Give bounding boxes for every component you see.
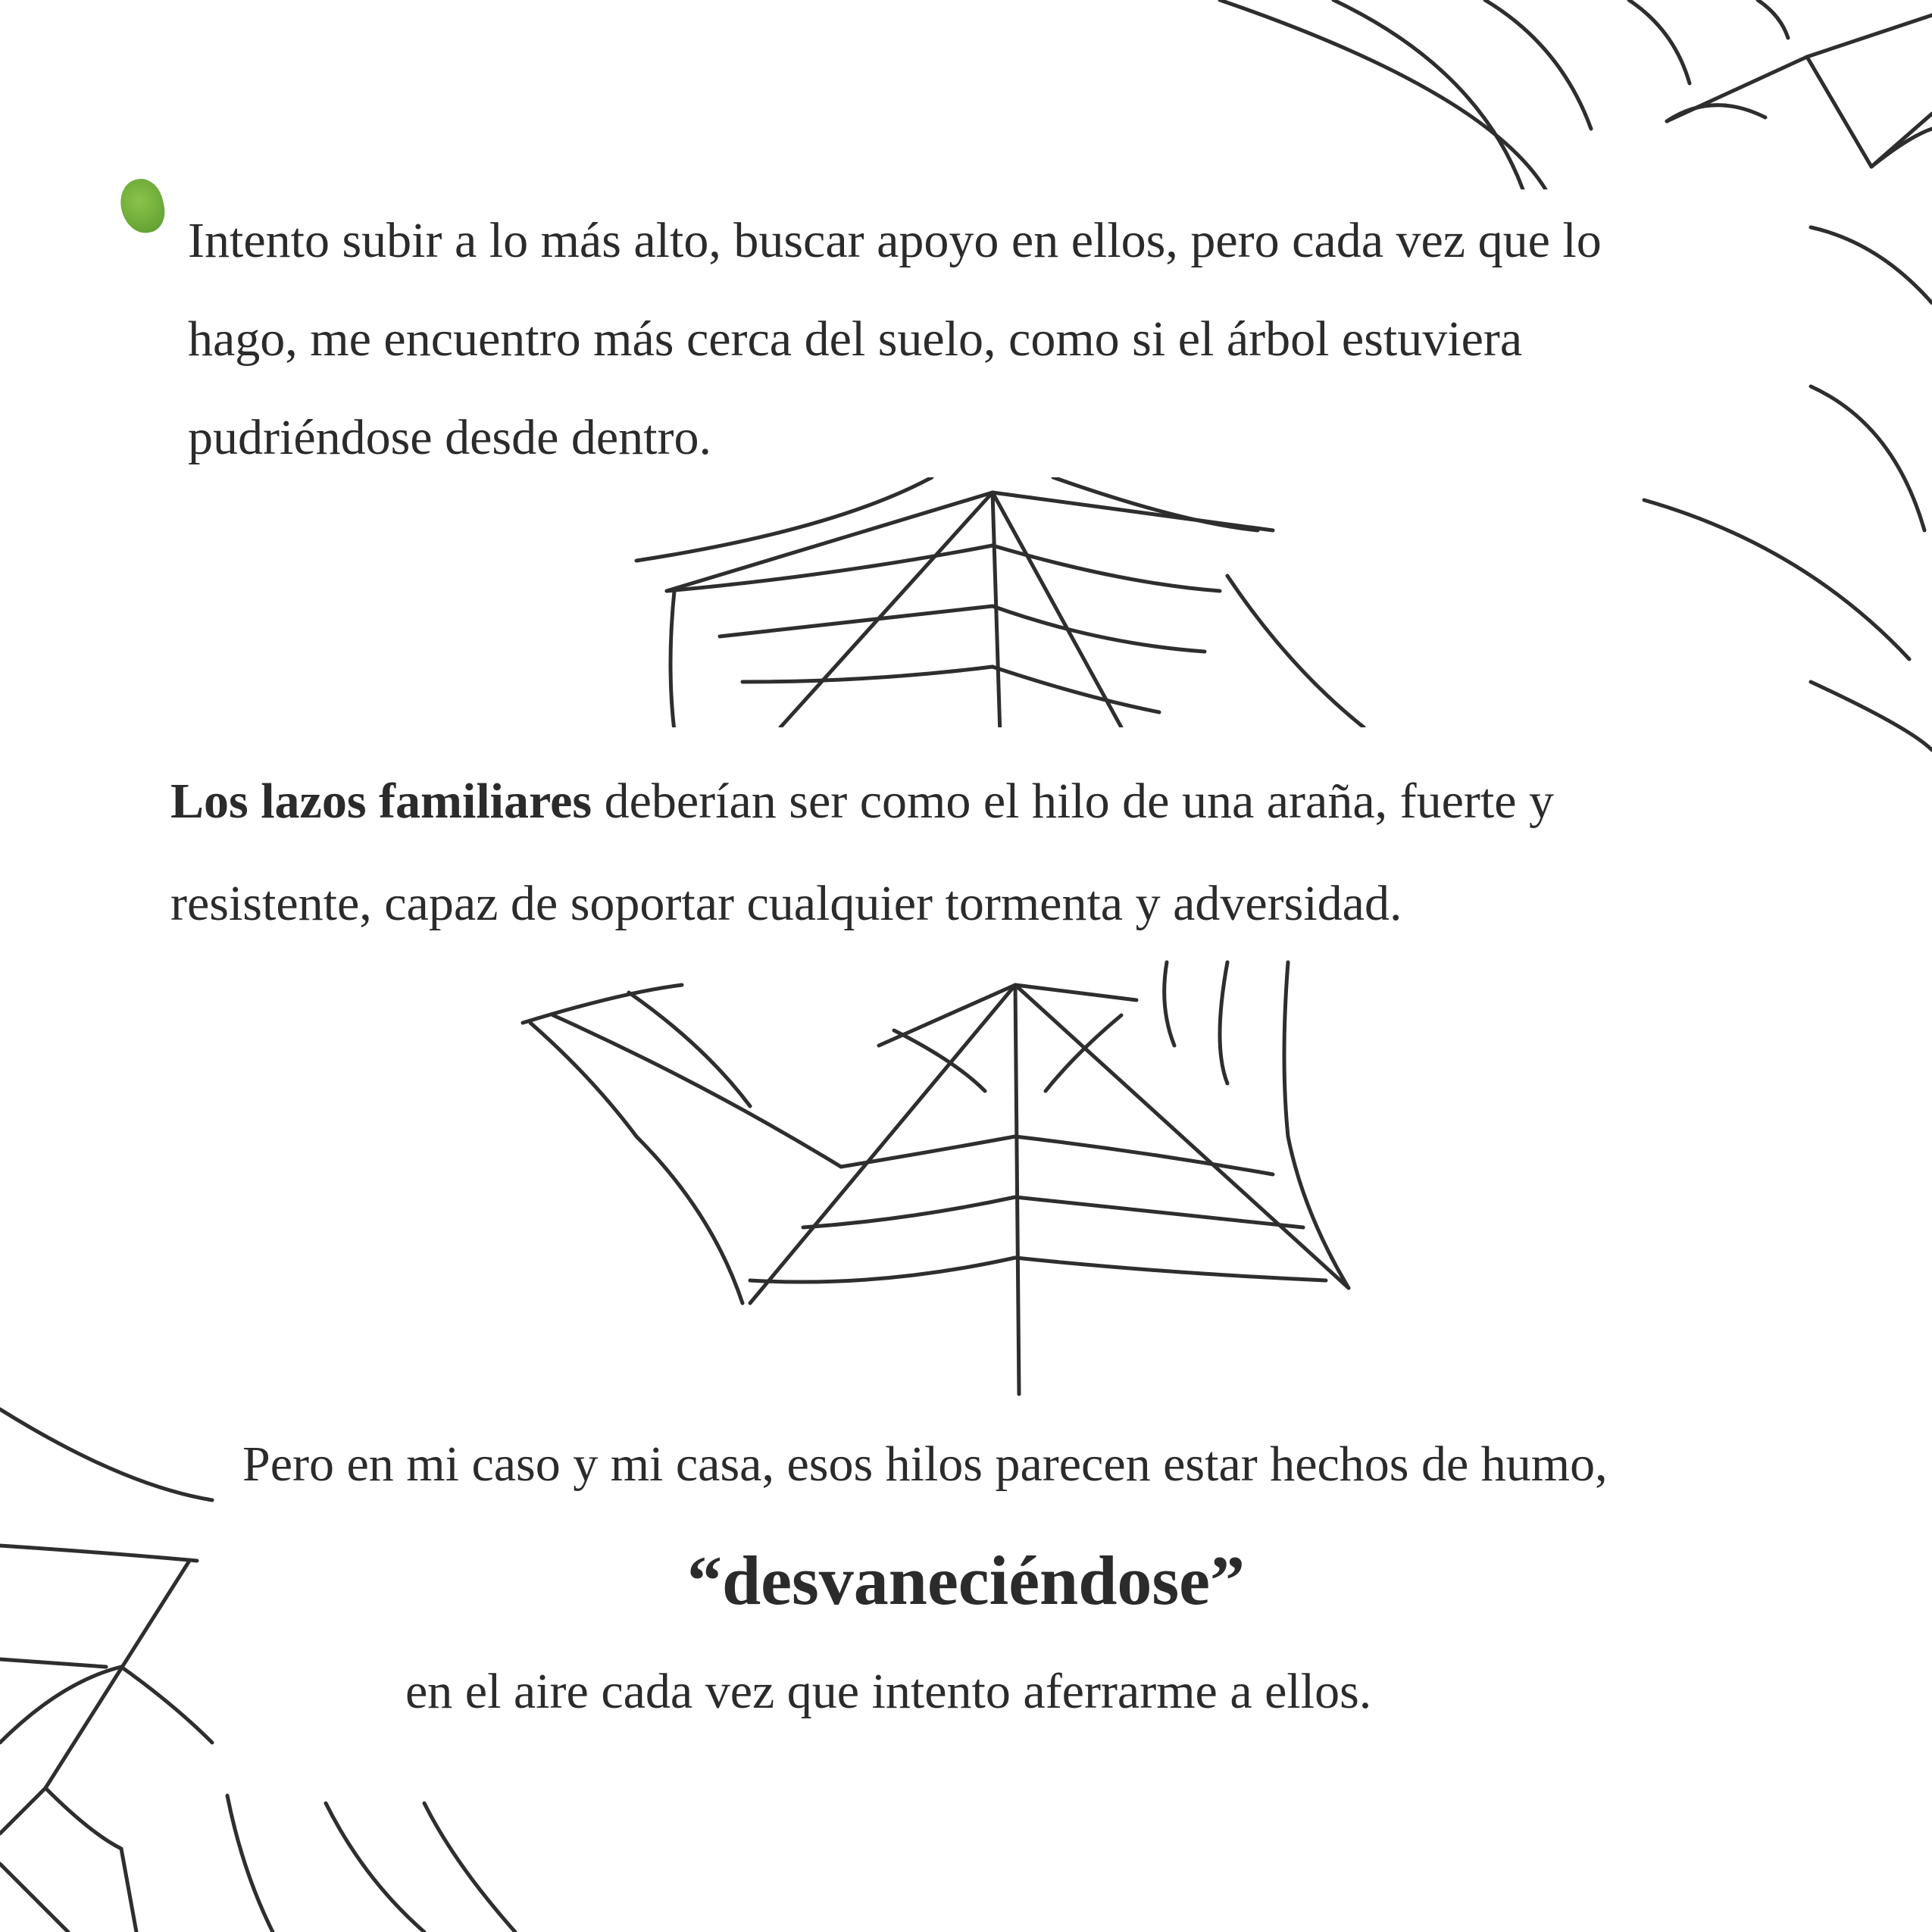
paragraph-2-line-2: resistente, capaz de soportar cualquier tormenta y adversidad.: [170, 876, 1402, 931]
paragraph-3-emphasis: “desvaneciéndose”: [687, 1542, 1245, 1619]
paragraph-3-line-3: en el aire cada vez que intento aferrarme a ellos.: [405, 1664, 1372, 1719]
upper-center-web: [636, 477, 1364, 735]
paragraph-3-line-1: Pero en mi caso y mi casa, esos hilos parecen estar hechos de humo,: [242, 1436, 1608, 1492]
paragraph-1-line-3: pudriéndose desde dentro.: [188, 410, 711, 465]
paragraph-1-line-1: Intento subir a lo más alto, buscar apoyo en ellos, pero cada vez que lo: [188, 213, 1602, 268]
paragraph-1-line-2: hago, me encuentro más cerca del suelo, como si el árbol estuviera: [188, 311, 1523, 367]
paragraph-2-line-1-rest: deberían ser como el hilo de una araña, fuerte y: [604, 774, 1554, 829]
paragraph-2-line-1: [170, 774, 1554, 829]
lower-center-web: [523, 962, 1349, 1394]
paragraph-2-bold-lead: Los lazos familiares: [170, 774, 592, 829]
